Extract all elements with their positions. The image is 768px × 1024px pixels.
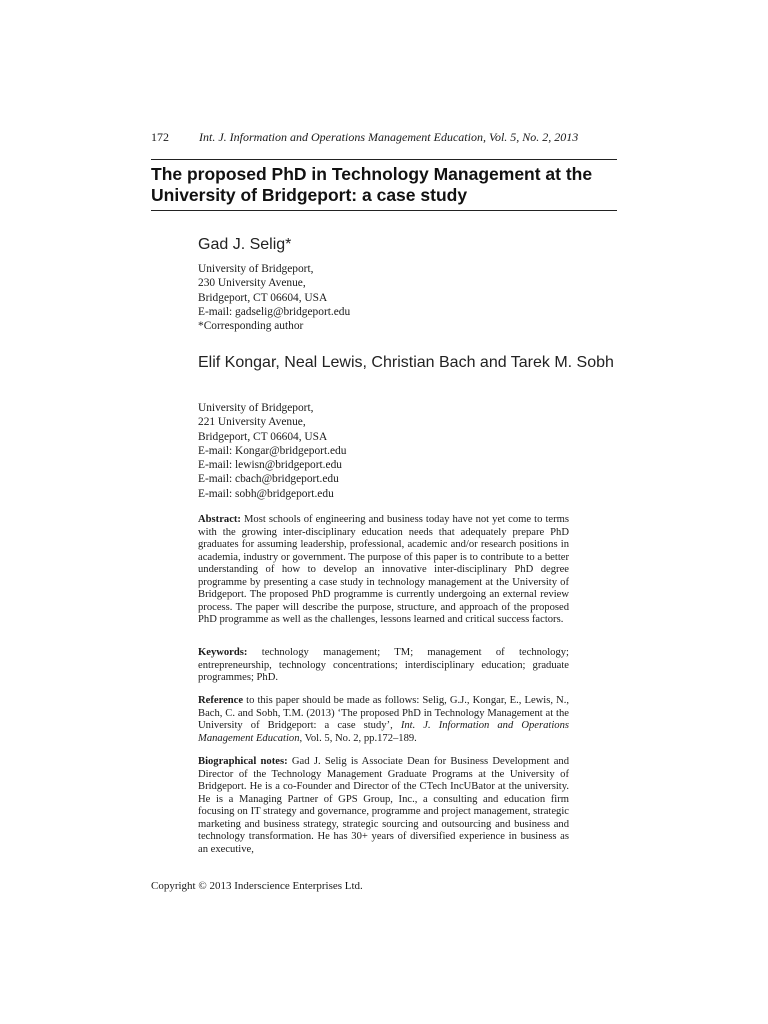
affiliation-line: Bridgeport, CT 06604, USA	[198, 291, 328, 304]
author-email: E-mail: sobh@bridgeport.edu	[198, 487, 334, 500]
affiliation-2	[198, 401, 578, 501]
reference-text: to this paper should be made as follows: Selig, G.J., Kongar, E., Lewis, N., Bach, C. and Sobh, T.M. (2013) ‘The proposed PhD in Technology Management at the University of Bridgeport: a case study’,	[198, 695, 570, 731]
keywords-text: technology management; TM; management of technology; entrepreneurship, technology concentrations; interdisciplinary education; graduate programmes; PhD.	[198, 647, 570, 683]
affiliation-line: Bridgeport, CT 06604, USA	[198, 430, 328, 443]
abstract-label: Abstract:	[198, 514, 241, 525]
reference-volume: , Vol. 5, No. 2, pp.172–189.	[299, 732, 417, 744]
affiliation-line: University of Bridgeport,	[198, 402, 314, 414]
author-email: E-mail: lewisn@bridgeport.edu	[198, 459, 342, 472]
journal-citation: Int. J. Information and Operations Management Education, Vol. 5, No. 2, 2013	[199, 130, 579, 144]
author-names-2: Elif Kongar, Neal Lewis, Christian Bach and Tarek M. Sobh	[198, 354, 614, 371]
reference-journal: Int. J. Information and Operations Management Education	[198, 720, 569, 744]
bio-text: Gad J. Selig is Associate Dean for Business Development and Director of the Technology Management Graduate Programs at the University of Bridgeport. He is a co-Founder and Director of the CTech IncUBator at the university. He is a Managing Partner of GPS Group, Inc., a consulting and education firm focusing on IT strategy and governance, programme and project management, strategic marketing and business strategy, strategic sourcing and outsourcing and business and technology transformation. He has 30+ years of diversified experience in business as an executive,	[198, 756, 569, 855]
author-email: E-mail: cbach@bridgeport.edu	[198, 473, 339, 486]
reference-label: Reference	[198, 695, 244, 706]
keywords	[198, 647, 569, 685]
paper-title: The proposed PhD in Technology Management at the University of Bridgeport: a case study	[151, 164, 593, 205]
page-number: 172	[151, 130, 169, 144]
abstract-text: Most schools of engineering and business today have not yet come to terms with the growing inter-disciplinary education needs that adequately prepare PhD graduates for assuming leadership, professional, academic and/or research positions in academia, industry or government. The purpose of this paper is to contribute to a better understanding of how to develop an innovative inter-disciplinary PhD degree programme by presenting a case study in technology management at the University of Bridgeport. The proposed PhD programme is currently undergoing an external review process. The paper will describe the purpose, structure, and approach of the proposed PhD programme as well as the challenges, lessons learned and critical success factors.	[198, 514, 569, 625]
abstract	[198, 514, 569, 627]
title-bottom-rule	[151, 210, 617, 211]
copyright-notice: Copyright © 2013 Inderscience Enterprises Ltd.	[151, 880, 363, 892]
affiliation-line: University of Bridgeport,	[198, 263, 314, 275]
bio-label: Biographical notes:	[198, 756, 288, 767]
author-email: E-mail: Kongar@bridgeport.edu	[198, 444, 347, 457]
affiliation-line: 230 University Avenue,	[198, 277, 306, 290]
author-names-1: Gad J. Selig*	[198, 236, 292, 253]
affiliation-1	[198, 262, 578, 333]
keywords-label: Keywords:	[198, 647, 248, 658]
affiliation-line: 221 University Avenue,	[198, 416, 306, 429]
reference	[198, 695, 569, 745]
title-top-rule	[151, 159, 617, 160]
biographical-notes	[198, 756, 569, 856]
corresponding-author-note: *Corresponding author	[198, 320, 304, 333]
running-head	[151, 130, 617, 145]
author-email: E-mail: gadselig@bridgeport.edu	[198, 305, 351, 318]
